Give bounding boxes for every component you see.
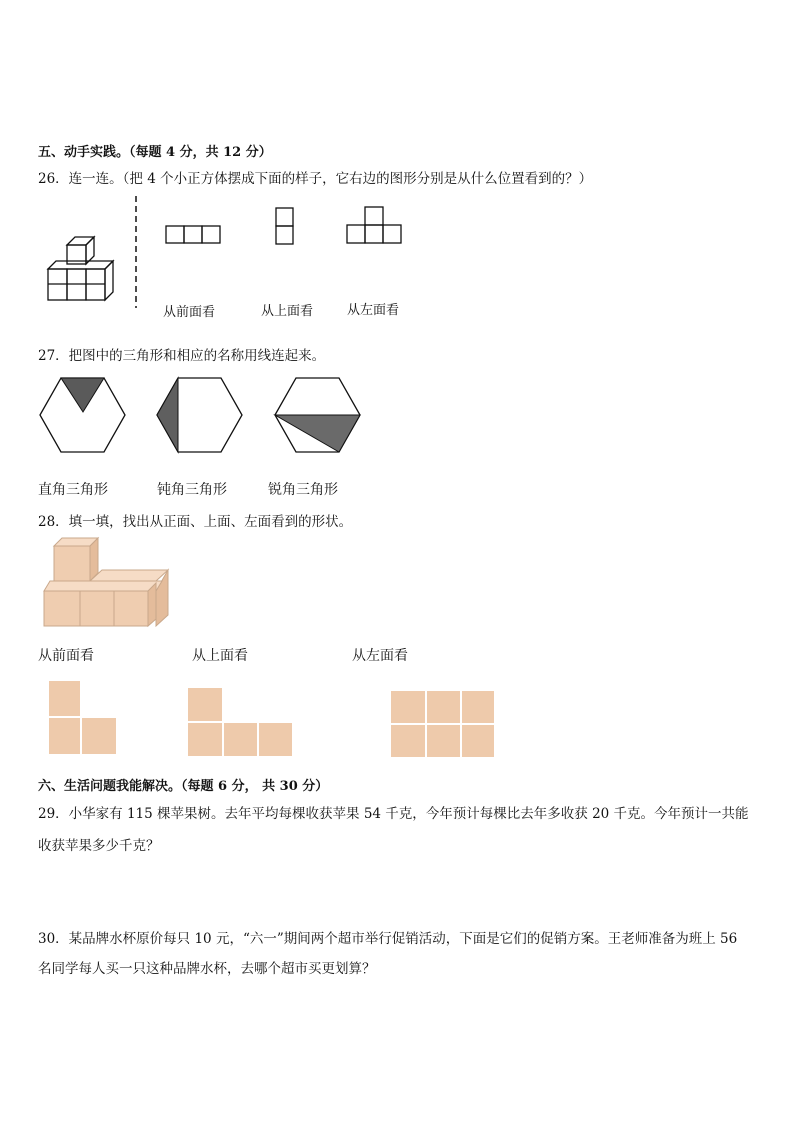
q26-view-b: [275, 207, 295, 245]
question-30-line-1: 30．某品牌水杯原价每只 10 元，“六一”期间两个超市举行促销活动，下面是它们的促销方案。王老师准备为班上 56: [38, 931, 738, 947]
q28-label-top: 从上面看: [192, 648, 248, 664]
q27-hexagon-3: [273, 376, 363, 454]
q26-view-c: [346, 206, 402, 244]
q27-hexagon-1: [38, 376, 128, 454]
question-29-line-2: 收获苹果多少千克？: [38, 838, 160, 854]
question-28-text: 28．填一填，找出从正面、上面、左面看到的形状。: [38, 514, 353, 530]
q27-label-obtuse: 钝角三角形: [157, 482, 227, 498]
q28-solid-figure: [42, 537, 172, 631]
q27-label-right: 直角三角形: [38, 482, 108, 498]
q26-label-front: 从前面看: [163, 305, 216, 320]
q28-label-front: 从前面看: [38, 648, 94, 664]
q27-hexagon-2: [155, 376, 245, 454]
question-29-line-1: 29．小华家有 115 棵苹果树。去年平均每棵收获苹果 54 千克，今年预计每棵比去年多收获 20 千克。今年预计一共能: [38, 806, 749, 822]
q26-view-a: [165, 225, 221, 245]
section-6-heading: 六、生活问题我能解决。（每题 6 分， 共 30 分）: [38, 779, 329, 794]
q26-dashed-divider: [133, 196, 139, 308]
q28-view-top: [186, 686, 294, 758]
question-26-text: 26．连一连。（把 4 个小正方体摆成下面的样子，它右边的图形分别是从什么位置看到的？）: [38, 171, 593, 187]
q28-label-left: 从左面看: [352, 648, 408, 664]
q26-label-left: 从左面看: [347, 303, 400, 318]
q28-view-left: [389, 689, 497, 759]
question-30-line-2: 名同学每人买一只这种品牌水杯，去哪个超市买更划算？: [38, 961, 376, 977]
q27-label-acute: 锐角三角形: [268, 482, 338, 498]
section-5-heading: 五、动手实践。（每题 4 分，共 12 分）: [38, 145, 272, 160]
q28-view-front: [47, 679, 119, 757]
q26-solid-figure: [40, 212, 130, 304]
question-27-text: 27．把图中的三角形和相应的名称用线连起来。: [38, 348, 326, 364]
q26-label-top: 从上面看: [261, 304, 314, 319]
